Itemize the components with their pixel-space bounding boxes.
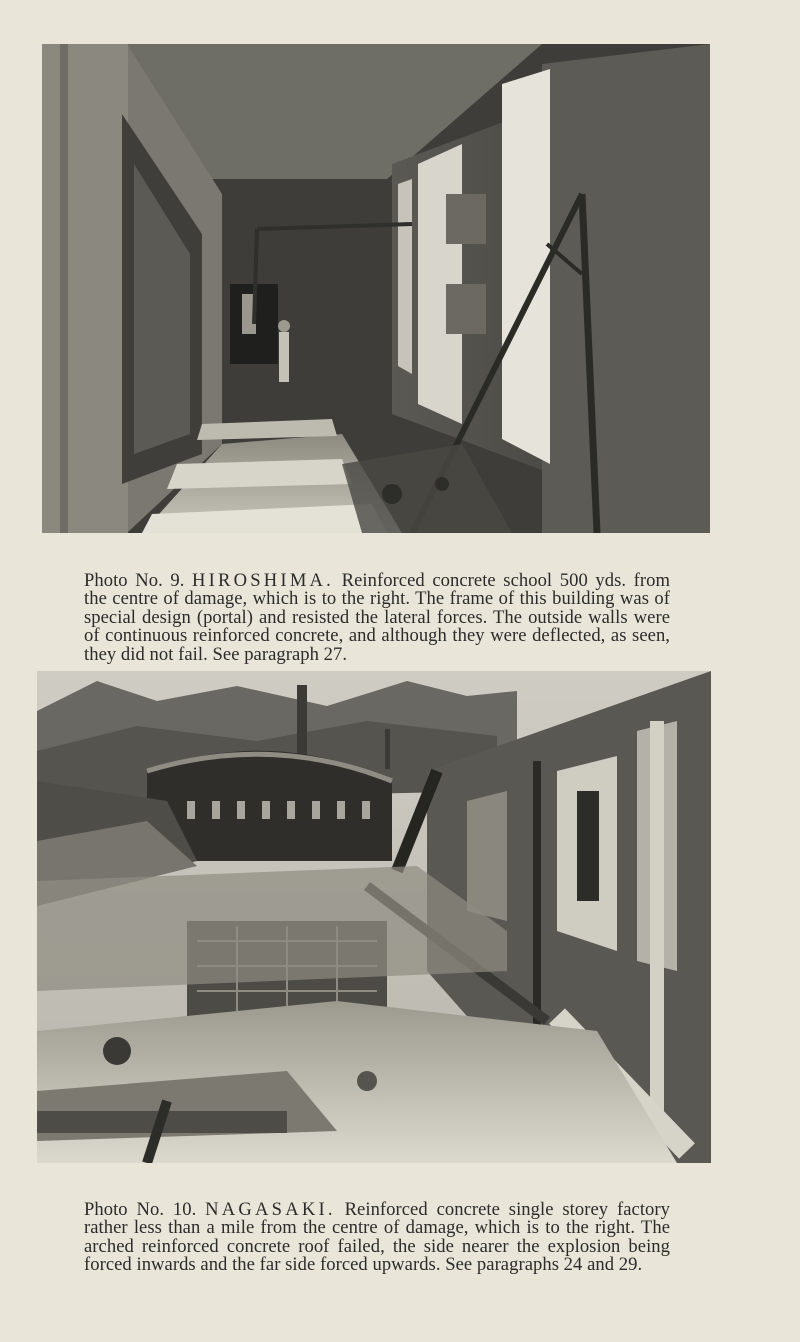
photo-hiroshima-school-corridor [42,44,710,533]
caption-text: Reinforced concrete single storey factory rather less than a mile from the centre of damage, which is to the right. The arched reinforced concrete roof failed, the side nearer the explosion being forced inwards and the far side forced upwards. See paragraphs 24 and 29. [84,1198,670,1276]
photo-hiroshima-image [42,44,710,533]
caption-place: NAGASAKI. [205,1198,336,1220]
caption-label: Photo No. 10. [84,1198,197,1220]
caption-photo-10 [84,1198,670,1276]
photo-nagasaki-factory-ruins [37,671,711,1163]
photo-nagasaki-image [37,671,711,1163]
caption-place: HIROSHIMA. [192,569,335,591]
caption-label: Photo No. 9. [84,569,185,591]
caption-text: Reinforced concrete school 500 yds. from the centre of damage, which is to the right. The frame of this building was of special design (portal) and resisted the lateral forces. The outside walls were of continuous reinforced concrete, and although they were deflected, as seen, they did not fail. See paragraph 27. [84,569,670,665]
caption-photo-9 [84,569,670,665]
